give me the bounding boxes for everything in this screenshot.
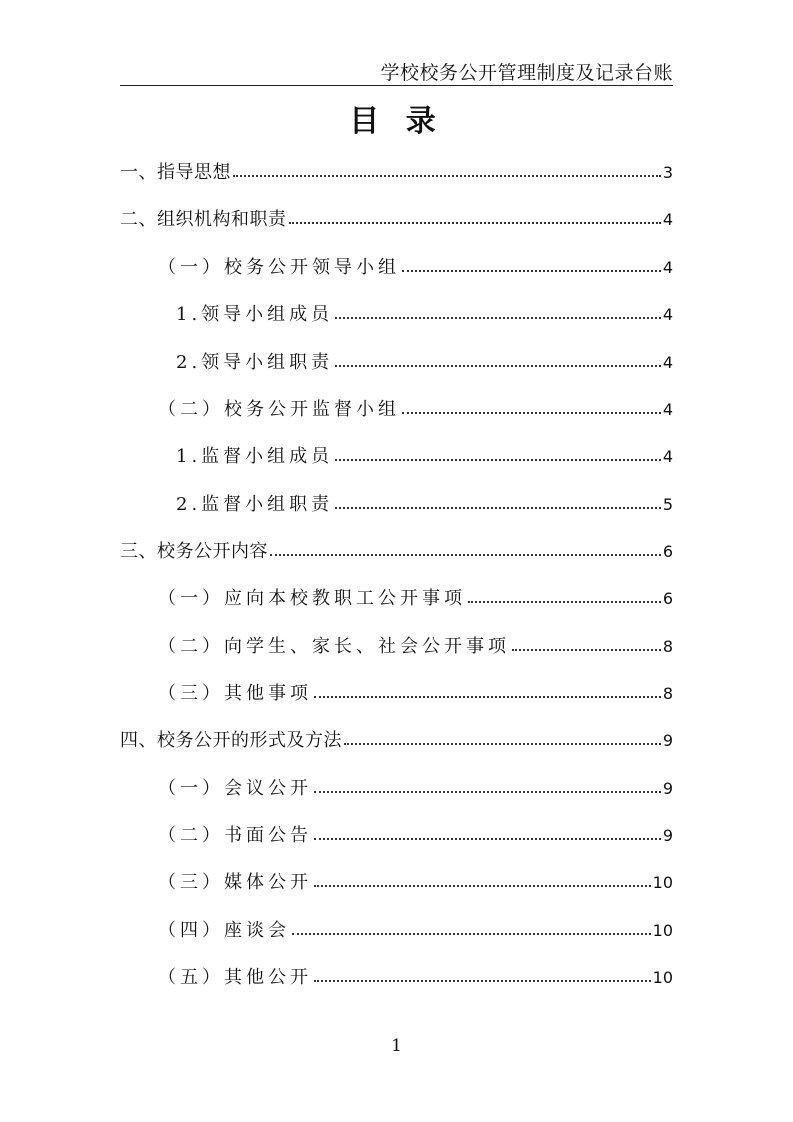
toc-entry-page: 8	[662, 684, 673, 703]
toc-entry-label: （二）书面公告	[158, 825, 312, 846]
toc-entry[interactable]	[120, 245, 673, 279]
toc-entry-label: （三）其他事项	[158, 683, 312, 704]
toc-entry-label: （三）媒体公开	[158, 872, 312, 893]
toc-entry-label: 二、组织机构和职责	[120, 209, 287, 230]
toc-entry-label: （二）校务公开监督小组	[158, 399, 400, 420]
toc-leader-dots	[233, 175, 661, 177]
toc-entry[interactable]	[120, 434, 673, 468]
toc-entry-label: （一）会议公开	[158, 778, 312, 799]
toc-entry[interactable]	[120, 292, 673, 326]
toc-entry-page: 4	[662, 305, 673, 324]
toc-entry[interactable]	[120, 197, 673, 231]
toc-entry[interactable]	[120, 766, 673, 800]
toc-entry[interactable]	[120, 908, 673, 942]
toc-entry-label: （四）座谈会	[158, 920, 290, 941]
toc-entry-page: 5	[662, 495, 673, 514]
toc-entry-label: 三、校务公开内容	[120, 541, 268, 562]
toc-leader-dots	[314, 838, 661, 840]
toc-entry-label: 1.监督小组成员	[176, 446, 334, 467]
toc-entry-label: （五）其他公开	[158, 967, 312, 988]
toc-leader-dots	[344, 743, 661, 745]
toc-leader-dots	[335, 365, 661, 367]
toc-entry-label: 2.监督小组职责	[176, 494, 334, 515]
toc-entry-label: （一）校务公开领导小组	[158, 257, 400, 278]
page-header	[120, 56, 673, 86]
page-number: 1	[391, 1036, 402, 1056]
toc-entry-page: 4	[662, 400, 673, 419]
toc-entry[interactable]	[120, 813, 673, 847]
toc-entry[interactable]	[120, 150, 673, 184]
toc-entry-page: 3	[662, 163, 673, 182]
toc-entry-label: 一、指导思想	[120, 162, 231, 183]
toc-leader-dots	[512, 649, 661, 651]
toc-leader-dots	[314, 980, 651, 982]
toc-entry[interactable]	[120, 955, 673, 989]
toc-title: 目 录	[349, 104, 444, 139]
toc-entry-label: 1.领导小组成员	[176, 304, 334, 325]
toc-entry-page: 8	[662, 637, 673, 656]
toc-entry[interactable]	[120, 671, 673, 705]
toc-leader-dots	[314, 696, 661, 698]
toc-leader-dots	[335, 459, 661, 461]
toc-entry-label: 四、校务公开的形式及方法	[120, 730, 342, 751]
toc-entry-page: 4	[662, 210, 673, 229]
toc-leader-dots	[335, 507, 661, 509]
toc-leader-dots	[292, 933, 651, 935]
toc-leader-dots	[468, 601, 661, 603]
toc-entry[interactable]	[120, 860, 673, 894]
header-title: 学校校务公开管理制度及记录台账	[380, 62, 673, 84]
toc-entry-label: （二）向学生、家长、社会公开事项	[158, 636, 510, 657]
toc-entry-page: 9	[662, 826, 673, 845]
toc-leader-dots	[335, 317, 661, 319]
toc-entry[interactable]	[120, 529, 673, 563]
toc-entry-page: 4	[662, 353, 673, 372]
toc-entry-page: 10	[652, 968, 673, 987]
toc-entry-label: （一）应向本校教职工公开事项	[158, 588, 466, 609]
toc-leader-dots	[270, 554, 661, 556]
toc-entry[interactable]	[120, 482, 673, 516]
toc-entry-page: 4	[662, 258, 673, 277]
toc-entry-label: 2.领导小组职责	[176, 352, 334, 373]
toc-leader-dots	[402, 412, 661, 414]
toc-entry-page: 10	[652, 921, 673, 940]
toc-entry-page: 6	[662, 589, 673, 608]
toc-entry[interactable]	[120, 624, 673, 658]
toc-entry-page: 9	[662, 731, 673, 750]
toc-leader-dots	[314, 885, 651, 887]
toc-entry[interactable]	[120, 340, 673, 374]
toc-leader-dots	[402, 270, 661, 272]
toc-entry[interactable]	[120, 718, 673, 752]
toc-entry-page: 10	[652, 873, 673, 892]
toc-entry-page: 4	[662, 447, 673, 466]
toc-leader-dots	[314, 791, 661, 793]
toc-entry-page: 9	[662, 779, 673, 798]
toc-entry[interactable]	[120, 576, 673, 610]
toc-entry-page: 6	[662, 542, 673, 561]
toc-leader-dots	[289, 222, 661, 224]
toc-entry[interactable]	[120, 387, 673, 421]
